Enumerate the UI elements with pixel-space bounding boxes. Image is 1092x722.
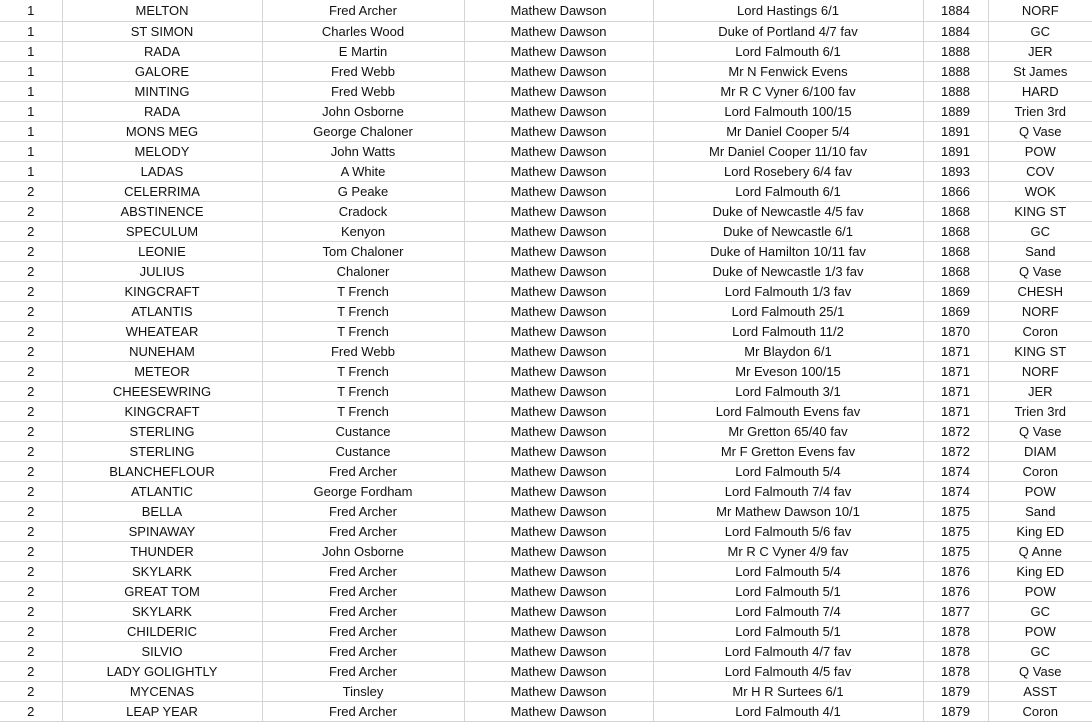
trainer-cell[interactable]: Mathew Dawson — [464, 82, 653, 102]
trainer-cell[interactable]: Mathew Dawson — [464, 502, 653, 522]
race-cell[interactable]: DIAM — [988, 442, 1092, 462]
trainer-cell[interactable]: Mathew Dawson — [464, 682, 653, 702]
race-cell[interactable]: POW — [988, 482, 1092, 502]
horse-cell[interactable]: LEONIE — [62, 242, 262, 262]
trainer-cell[interactable]: Mathew Dawson — [464, 62, 653, 82]
rank-cell[interactable]: 1 — [0, 162, 62, 182]
horse-cell[interactable]: STERLING — [62, 422, 262, 442]
horse-cell[interactable]: CHILDERIC — [62, 622, 262, 642]
year-cell[interactable]: 1888 — [923, 42, 988, 62]
rank-cell[interactable]: 2 — [0, 422, 62, 442]
trainer-cell[interactable]: Mathew Dawson — [464, 242, 653, 262]
rank-cell[interactable]: 2 — [0, 622, 62, 642]
horse-cell[interactable]: STERLING — [62, 442, 262, 462]
rank-cell[interactable]: 2 — [0, 242, 62, 262]
year-cell[interactable]: 1874 — [923, 482, 988, 502]
jockey-cell[interactable]: E Martin — [262, 42, 464, 62]
owner-odds-cell[interactable]: Lord Hastings 6/1 — [653, 0, 923, 22]
jockey-cell[interactable]: Fred Archer — [262, 582, 464, 602]
table-row — [0, 602, 1092, 622]
rank-cell[interactable]: 1 — [0, 122, 62, 142]
jockey-cell[interactable]: Kenyon — [262, 222, 464, 242]
jockey-cell[interactable]: T French — [262, 362, 464, 382]
owner-odds-cell[interactable]: Lord Falmouth 1/3 fav — [653, 282, 923, 302]
year-cell[interactable]: 1876 — [923, 562, 988, 582]
owner-odds-cell[interactable]: Mr N Fenwick Evens — [653, 62, 923, 82]
jockey-cell[interactable]: Fred Archer — [262, 502, 464, 522]
rank-cell[interactable]: 2 — [0, 402, 62, 422]
race-cell[interactable]: Coron — [988, 462, 1092, 482]
year-cell[interactable]: 1870 — [923, 322, 988, 342]
rank-cell[interactable]: 1 — [0, 42, 62, 62]
table-row — [0, 82, 1092, 102]
race-cell[interactable]: Q Anne — [988, 542, 1092, 562]
owner-odds-cell[interactable]: Mr R C Vyner 4/9 fav — [653, 542, 923, 562]
owner-odds-cell[interactable]: Lord Rosebery 6/4 fav — [653, 162, 923, 182]
owner-odds-cell[interactable]: Mr H R Surtees 6/1 — [653, 682, 923, 702]
year-cell[interactable]: 1871 — [923, 402, 988, 422]
year-cell[interactable]: 1871 — [923, 342, 988, 362]
race-cell[interactable]: HARD — [988, 82, 1092, 102]
race-cell[interactable]: GC — [988, 642, 1092, 662]
owner-odds-cell[interactable]: Mr R C Vyner 6/100 fav — [653, 82, 923, 102]
horse-cell[interactable]: MELTON — [62, 0, 262, 22]
rank-cell[interactable]: 2 — [0, 442, 62, 462]
jockey-cell[interactable]: Fred Archer — [262, 0, 464, 22]
year-cell[interactable]: 1868 — [923, 262, 988, 282]
year-cell[interactable]: 1876 — [923, 582, 988, 602]
horse-cell[interactable]: CELERRIMA — [62, 182, 262, 202]
jockey-cell[interactable]: Custance — [262, 422, 464, 442]
year-cell[interactable]: 1893 — [923, 162, 988, 182]
horse-cell[interactable]: JULIUS — [62, 262, 262, 282]
rank-cell[interactable]: 2 — [0, 602, 62, 622]
trainer-cell[interactable]: Mathew Dawson — [464, 562, 653, 582]
owner-odds-cell[interactable]: Lord Falmouth 7/4 — [653, 602, 923, 622]
jockey-cell[interactable]: Fred Archer — [262, 662, 464, 682]
trainer-cell[interactable]: Mathew Dawson — [464, 622, 653, 642]
table-row — [0, 542, 1092, 562]
table-row — [0, 442, 1092, 462]
table-row — [0, 682, 1092, 702]
race-cell[interactable]: POW — [988, 622, 1092, 642]
year-cell[interactable]: 1872 — [923, 442, 988, 462]
year-cell[interactable]: 1884 — [923, 0, 988, 22]
trainer-cell[interactable]: Mathew Dawson — [464, 282, 653, 302]
trainer-cell[interactable]: Mathew Dawson — [464, 602, 653, 622]
horse-cell[interactable]: BELLA — [62, 502, 262, 522]
race-cell[interactable]: Q Vase — [988, 122, 1092, 142]
horse-cell[interactable]: GALORE — [62, 62, 262, 82]
horse-cell[interactable]: MYCENAS — [62, 682, 262, 702]
owner-odds-cell[interactable]: Lord Falmouth 5/4 — [653, 462, 923, 482]
jockey-cell[interactable]: Fred Archer — [262, 562, 464, 582]
rank-cell[interactable]: 2 — [0, 522, 62, 542]
horse-cell[interactable]: LADY GOLIGHTLY — [62, 662, 262, 682]
table-row — [0, 282, 1092, 302]
trainer-cell[interactable]: Mathew Dawson — [464, 642, 653, 662]
owner-odds-cell[interactable]: Lord Falmouth 100/15 — [653, 102, 923, 122]
trainer-cell[interactable]: Mathew Dawson — [464, 422, 653, 442]
trainer-cell[interactable]: Mathew Dawson — [464, 162, 653, 182]
race-cell[interactable]: NORF — [988, 362, 1092, 382]
rank-cell[interactable]: 2 — [0, 562, 62, 582]
table-row — [0, 122, 1092, 142]
horse-cell[interactable]: LADAS — [62, 162, 262, 182]
owner-odds-cell[interactable]: Duke of Newcastle 1/3 fav — [653, 262, 923, 282]
horse-cell[interactable]: RADA — [62, 102, 262, 122]
trainer-cell[interactable]: Mathew Dawson — [464, 662, 653, 682]
race-cell[interactable]: Q Vase — [988, 262, 1092, 282]
race-cell[interactable]: St James — [988, 62, 1092, 82]
race-cell[interactable]: Coron — [988, 702, 1092, 722]
jockey-cell[interactable]: Charles Wood — [262, 22, 464, 42]
year-cell[interactable]: 1878 — [923, 622, 988, 642]
table-row — [0, 302, 1092, 322]
jockey-cell[interactable]: Fred Archer — [262, 602, 464, 622]
table-row — [0, 102, 1092, 122]
owner-odds-cell[interactable]: Lord Falmouth Evens fav — [653, 402, 923, 422]
table-row — [0, 162, 1092, 182]
year-cell[interactable]: 1871 — [923, 382, 988, 402]
jockey-cell[interactable]: Tinsley — [262, 682, 464, 702]
race-cell[interactable]: Trien 3rd — [988, 402, 1092, 422]
table-row — [0, 662, 1092, 682]
table-row — [0, 262, 1092, 282]
table-row — [0, 362, 1092, 382]
rank-cell[interactable]: 2 — [0, 502, 62, 522]
trainer-cell[interactable]: Mathew Dawson — [464, 222, 653, 242]
year-cell[interactable]: 1888 — [923, 82, 988, 102]
trainer-cell[interactable]: Mathew Dawson — [464, 102, 653, 122]
year-cell[interactable]: 1878 — [923, 642, 988, 662]
owner-odds-cell[interactable]: Lord Falmouth 5/4 — [653, 562, 923, 582]
rank-cell[interactable]: 2 — [0, 582, 62, 602]
rank-cell[interactable]: 2 — [0, 702, 62, 722]
trainer-cell[interactable]: Mathew Dawson — [464, 322, 653, 342]
horse-cell[interactable]: MELODY — [62, 142, 262, 162]
trainer-cell[interactable]: Mathew Dawson — [464, 482, 653, 502]
owner-odds-cell[interactable]: Lord Falmouth 4/1 — [653, 702, 923, 722]
jockey-cell[interactable]: T French — [262, 302, 464, 322]
year-cell[interactable]: 1875 — [923, 542, 988, 562]
jockey-cell[interactable]: Fred Webb — [262, 62, 464, 82]
jockey-cell[interactable]: John Watts — [262, 142, 464, 162]
table-row — [0, 182, 1092, 202]
horse-cell[interactable]: ABSTINENCE — [62, 202, 262, 222]
horse-cell[interactable]: CHEESEWRING — [62, 382, 262, 402]
trainer-cell[interactable]: Mathew Dawson — [464, 522, 653, 542]
race-cell[interactable]: WOK — [988, 182, 1092, 202]
jockey-cell[interactable]: Fred Archer — [262, 462, 464, 482]
horse-cell[interactable]: SKYLARK — [62, 562, 262, 582]
horse-cell[interactable]: ATLANTIS — [62, 302, 262, 322]
owner-odds-cell[interactable]: Lord Falmouth 6/1 — [653, 42, 923, 62]
horse-cell[interactable]: LEAP YEAR — [62, 702, 262, 722]
jockey-cell[interactable]: T French — [262, 322, 464, 342]
jockey-cell[interactable]: John Osborne — [262, 542, 464, 562]
trainer-cell[interactable]: Mathew Dawson — [464, 142, 653, 162]
owner-odds-cell[interactable]: Duke of Portland 4/7 fav — [653, 22, 923, 42]
race-cell[interactable]: CHESH — [988, 282, 1092, 302]
horse-cell[interactable]: ATLANTIC — [62, 482, 262, 502]
table-row — [0, 422, 1092, 442]
rank-cell[interactable]: 2 — [0, 302, 62, 322]
year-cell[interactable]: 1875 — [923, 502, 988, 522]
trainer-cell[interactable]: Mathew Dawson — [464, 702, 653, 722]
table-row — [0, 642, 1092, 662]
horse-cell[interactable]: THUNDER — [62, 542, 262, 562]
rank-cell[interactable]: 2 — [0, 262, 62, 282]
horse-cell[interactable]: ST SIMON — [62, 22, 262, 42]
table-row — [0, 582, 1092, 602]
year-cell[interactable]: 1868 — [923, 222, 988, 242]
table-row — [0, 142, 1092, 162]
trainer-cell[interactable]: Mathew Dawson — [464, 402, 653, 422]
owner-odds-cell[interactable]: Lord Falmouth 5/1 — [653, 622, 923, 642]
horse-cell[interactable]: MONS MEG — [62, 122, 262, 142]
horse-cell[interactable]: KINGCRAFT — [62, 402, 262, 422]
owner-odds-cell[interactable]: Mr Mathew Dawson 10/1 — [653, 502, 923, 522]
jockey-cell[interactable]: George Chaloner — [262, 122, 464, 142]
table-row — [0, 482, 1092, 502]
race-cell[interactable]: GC — [988, 222, 1092, 242]
year-cell[interactable]: 1875 — [923, 522, 988, 542]
rank-cell[interactable]: 2 — [0, 342, 62, 362]
race-cell[interactable]: POW — [988, 142, 1092, 162]
rank-cell[interactable]: 2 — [0, 482, 62, 502]
table-row — [0, 502, 1092, 522]
horse-cell[interactable]: METEOR — [62, 362, 262, 382]
horse-cell[interactable]: SPINAWAY — [62, 522, 262, 542]
trainer-cell[interactable]: Mathew Dawson — [464, 302, 653, 322]
year-cell[interactable]: 1879 — [923, 702, 988, 722]
jockey-cell[interactable]: Cradock — [262, 202, 464, 222]
jockey-cell[interactable]: Fred Archer — [262, 622, 464, 642]
rank-cell[interactable]: 2 — [0, 462, 62, 482]
year-cell[interactable]: 1889 — [923, 102, 988, 122]
horse-cell[interactable]: NUNEHAM — [62, 342, 262, 362]
jockey-cell[interactable]: Chaloner — [262, 262, 464, 282]
year-cell[interactable]: 1888 — [923, 62, 988, 82]
table-row — [0, 402, 1092, 422]
owner-odds-cell[interactable]: Lord Falmouth 5/1 — [653, 582, 923, 602]
year-cell[interactable]: 1869 — [923, 282, 988, 302]
rank-cell[interactable]: 2 — [0, 642, 62, 662]
race-cell[interactable]: KING ST — [988, 202, 1092, 222]
owner-odds-cell[interactable]: Mr Daniel Cooper 11/10 fav — [653, 142, 923, 162]
horse-cell[interactable]: MINTING — [62, 82, 262, 102]
trainer-cell[interactable]: Mathew Dawson — [464, 122, 653, 142]
race-cell[interactable]: Sand — [988, 242, 1092, 262]
year-cell[interactable]: 1869 — [923, 302, 988, 322]
rank-cell[interactable]: 1 — [0, 22, 62, 42]
jockey-cell[interactable]: T French — [262, 282, 464, 302]
rank-cell[interactable]: 2 — [0, 662, 62, 682]
trainer-cell[interactable]: Mathew Dawson — [464, 582, 653, 602]
rank-cell[interactable]: 1 — [0, 102, 62, 122]
race-cell[interactable]: GC — [988, 602, 1092, 622]
year-cell[interactable]: 1891 — [923, 122, 988, 142]
jockey-cell[interactable]: Fred Archer — [262, 642, 464, 662]
year-cell[interactable]: 1879 — [923, 682, 988, 702]
horse-cell[interactable]: SPECULUM — [62, 222, 262, 242]
jockey-cell[interactable]: G Peake — [262, 182, 464, 202]
race-cell[interactable]: JER — [988, 42, 1092, 62]
race-cell[interactable]: GC — [988, 22, 1092, 42]
year-cell[interactable]: 1874 — [923, 462, 988, 482]
race-cell[interactable]: POW — [988, 582, 1092, 602]
jockey-cell[interactable]: A White — [262, 162, 464, 182]
owner-odds-cell[interactable]: Duke of Hamilton 10/11 fav — [653, 242, 923, 262]
table-row — [0, 702, 1092, 722]
table-row — [0, 0, 1092, 22]
jockey-cell[interactable]: T French — [262, 382, 464, 402]
rank-cell[interactable]: 2 — [0, 202, 62, 222]
owner-odds-cell[interactable]: Lord Falmouth 4/7 fav — [653, 642, 923, 662]
rank-cell[interactable]: 1 — [0, 0, 62, 22]
horse-cell[interactable]: WHEATEAR — [62, 322, 262, 342]
table-row — [0, 42, 1092, 62]
trainer-cell[interactable]: Mathew Dawson — [464, 22, 653, 42]
trainer-cell[interactable]: Mathew Dawson — [464, 262, 653, 282]
rank-cell[interactable]: 2 — [0, 382, 62, 402]
race-cell[interactable]: Coron — [988, 322, 1092, 342]
table-row — [0, 462, 1092, 482]
jockey-cell[interactable]: Tom Chaloner — [262, 242, 464, 262]
race-cell[interactable]: Q Vase — [988, 422, 1092, 442]
rank-cell[interactable]: 2 — [0, 362, 62, 382]
rank-cell[interactable]: 2 — [0, 542, 62, 562]
race-cell[interactable]: COV — [988, 162, 1092, 182]
race-cell[interactable]: NORF — [988, 0, 1092, 22]
year-cell[interactable]: 1868 — [923, 202, 988, 222]
jockey-cell[interactable]: Fred Archer — [262, 522, 464, 542]
rank-cell[interactable]: 1 — [0, 142, 62, 162]
race-cell[interactable]: Trien 3rd — [988, 102, 1092, 122]
trainer-cell[interactable]: Mathew Dawson — [464, 382, 653, 402]
jockey-cell[interactable]: Custance — [262, 442, 464, 462]
table-row — [0, 22, 1092, 42]
trainer-cell[interactable]: Mathew Dawson — [464, 442, 653, 462]
owner-odds-cell[interactable]: Duke of Newcastle 6/1 — [653, 222, 923, 242]
owner-odds-cell[interactable]: Lord Falmouth 6/1 — [653, 182, 923, 202]
owner-odds-cell[interactable]: Lord Falmouth 25/1 — [653, 302, 923, 322]
owner-odds-cell[interactable]: Mr Blaydon 6/1 — [653, 342, 923, 362]
owner-odds-cell[interactable]: Mr F Gretton Evens fav — [653, 442, 923, 462]
jockey-cell[interactable]: John Osborne — [262, 102, 464, 122]
trainer-cell[interactable]: Mathew Dawson — [464, 0, 653, 22]
owner-odds-cell[interactable]: Lord Falmouth 11/2 — [653, 322, 923, 342]
race-cell[interactable]: Q Vase — [988, 662, 1092, 682]
trainer-cell[interactable]: Mathew Dawson — [464, 542, 653, 562]
rank-cell[interactable]: 2 — [0, 182, 62, 202]
trainer-cell[interactable]: Mathew Dawson — [464, 342, 653, 362]
year-cell[interactable]: 1877 — [923, 602, 988, 622]
trainer-cell[interactable]: Mathew Dawson — [464, 362, 653, 382]
owner-odds-cell[interactable]: Lord Falmouth 4/5 fav — [653, 662, 923, 682]
horse-cell[interactable]: RADA — [62, 42, 262, 62]
race-cell[interactable]: JER — [988, 382, 1092, 402]
race-cell[interactable]: ASST — [988, 682, 1092, 702]
trainer-cell[interactable]: Mathew Dawson — [464, 202, 653, 222]
trainer-cell[interactable]: Mathew Dawson — [464, 42, 653, 62]
rank-cell[interactable]: 1 — [0, 82, 62, 102]
table-row — [0, 382, 1092, 402]
year-cell[interactable]: 1868 — [923, 242, 988, 262]
race-cell[interactable]: King ED — [988, 522, 1092, 542]
owner-odds-cell[interactable]: Mr Daniel Cooper 5/4 — [653, 122, 923, 142]
horse-cell[interactable]: SILVIO — [62, 642, 262, 662]
trainer-cell[interactable]: Mathew Dawson — [464, 182, 653, 202]
race-cell[interactable]: NORF — [988, 302, 1092, 322]
jockey-cell[interactable]: T French — [262, 402, 464, 422]
year-cell[interactable]: 1872 — [923, 422, 988, 442]
jockey-cell[interactable]: Fred Webb — [262, 82, 464, 102]
table-row — [0, 222, 1092, 242]
year-cell[interactable]: 1884 — [923, 22, 988, 42]
horse-cell[interactable]: SKYLARK — [62, 602, 262, 622]
table-row — [0, 622, 1092, 642]
year-cell[interactable]: 1878 — [923, 662, 988, 682]
jockey-cell[interactable]: George Fordham — [262, 482, 464, 502]
table-row — [0, 562, 1092, 582]
owner-odds-cell[interactable]: Mr Eveson 100/15 — [653, 362, 923, 382]
jockey-cell[interactable]: Fred Archer — [262, 702, 464, 722]
horse-cell[interactable]: KINGCRAFT — [62, 282, 262, 302]
race-cell[interactable]: Sand — [988, 502, 1092, 522]
rank-cell[interactable]: 2 — [0, 282, 62, 302]
rank-cell[interactable]: 1 — [0, 62, 62, 82]
rank-cell[interactable]: 2 — [0, 682, 62, 702]
table-row — [0, 342, 1092, 362]
rank-cell[interactable]: 2 — [0, 222, 62, 242]
owner-odds-cell[interactable]: Lord Falmouth 3/1 — [653, 382, 923, 402]
table-row — [0, 522, 1092, 542]
owner-odds-cell[interactable]: Lord Falmouth 5/6 fav — [653, 522, 923, 542]
trainer-cell[interactable]: Mathew Dawson — [464, 462, 653, 482]
race-cell[interactable]: King ED — [988, 562, 1092, 582]
table-row — [0, 322, 1092, 342]
horse-cell[interactable]: BLANCHEFLOUR — [62, 462, 262, 482]
rank-cell[interactable]: 2 — [0, 322, 62, 342]
jockey-cell[interactable]: Fred Webb — [262, 342, 464, 362]
race-cell[interactable]: KING ST — [988, 342, 1092, 362]
table-row — [0, 62, 1092, 82]
year-cell[interactable]: 1866 — [923, 182, 988, 202]
table-row — [0, 242, 1092, 262]
horse-cell[interactable]: GREAT TOM — [62, 582, 262, 602]
owner-odds-cell[interactable]: Lord Falmouth 7/4 fav — [653, 482, 923, 502]
year-cell[interactable]: 1891 — [923, 142, 988, 162]
table-row — [0, 202, 1092, 222]
owner-odds-cell[interactable]: Duke of Newcastle 4/5 fav — [653, 202, 923, 222]
owner-odds-cell[interactable]: Mr Gretton 65/40 fav — [653, 422, 923, 442]
year-cell[interactable]: 1871 — [923, 362, 988, 382]
